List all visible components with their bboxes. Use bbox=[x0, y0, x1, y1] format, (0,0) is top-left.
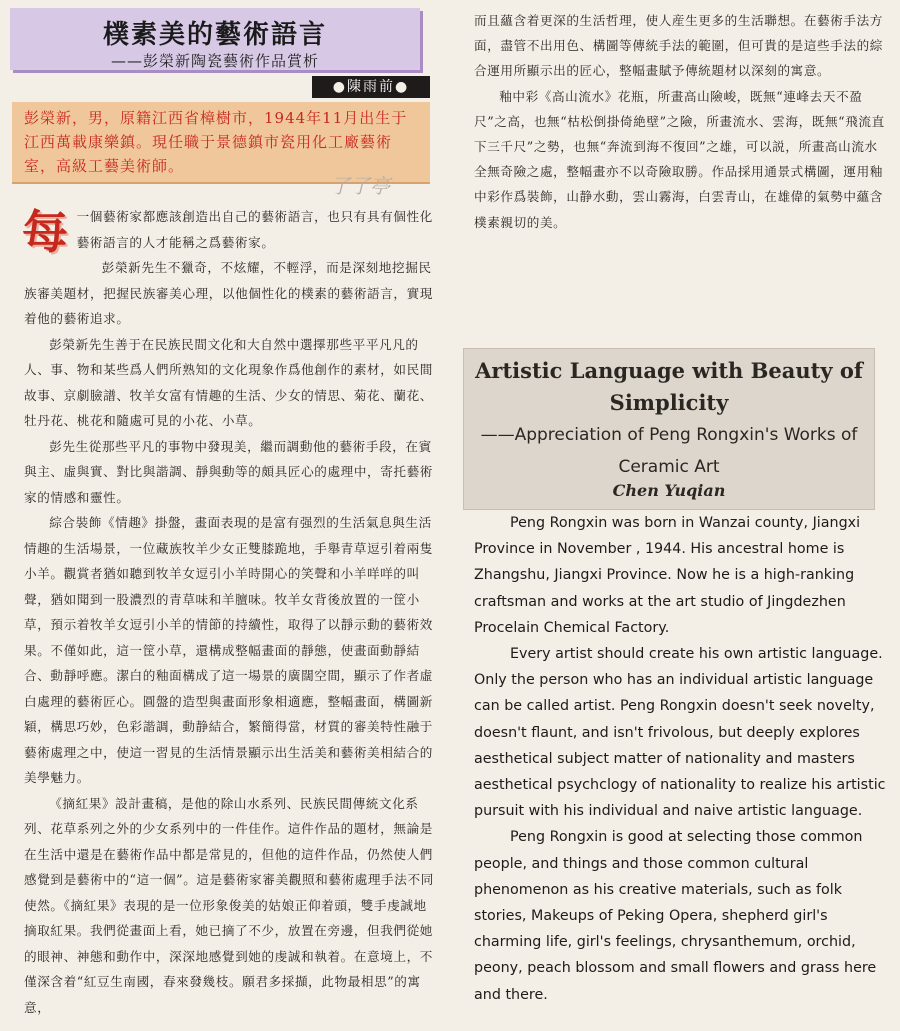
watermark: 了了亭 bbox=[330, 174, 390, 198]
author-name: 陳雨前 bbox=[347, 79, 395, 95]
chinese-body-left bbox=[24, 204, 434, 1020]
paragraph: 釉中彩《高山流水》花瓶，所畫高山險峻，既無“連峰去天不盈尺”之高，也無“枯松倒掛倚絶壁”之險，所畫流水、雲海，既無“飛流直下三千尺”之勢，也無“奔流到海不復回”之雄，可以説，所畫高山流水全無奇險之處，整幅畫亦不以奇險取勝。作品採用通景式構圖，運用釉中彩作爲裝飾，山静水動，雲山霧海，白雲青山，在雄偉的氣勢中蘊含樸素親切的美。 bbox=[474, 88, 885, 230]
bio-text: 彭榮新，男，原籍江西省樟樹市，1944年11月出生于江西萬載康樂鎮。現任職于景德鎮市瓷用化工廠藝術室，高級工藝美術師。 bbox=[24, 109, 408, 175]
paragraph: 每一個藝術家都應該創造出自己的藝術語言，也只有具有個性化藝術語言的人才能稱之爲藝術家。 bbox=[22, 205, 433, 259]
paragraph: 而且蘊含着更深的生活哲理，使人産生更多的生活聯想。在藝術手法方面，盡管不出用色、構圖等傳統手法的範圍，但可貴的是這些手法的綜合運用所顯示出的匠心，整幅畫賦予傳統題材以深刻的寓意。 bbox=[474, 13, 884, 79]
chinese-body-right bbox=[474, 8, 888, 235]
english-subtitle: ——Appreciation of Peng Rongxin's Works of Ceramic Art bbox=[480, 425, 858, 477]
paragraph: 綜合裝飾《情趣》掛盤，畫面表現的是富有强烈的生活氣息與生活情趣的生活場景，一位藏族牧羊少女正雙膝跪地，手舉青草逗引着兩隻小羊。觀賞者猶如聽到牧羊女逗引小羊時開心的笑聲和小羊咩咩的叫聲，猶如聞到一股濃烈的青草味和羊膻味。牧羊女背後放置的一筐小草，預示着牧羊女逗引小羊的情節的持續性，取得了以靜示動的藝術效果。不僅如此，這一筐小草，還構成整幅畫面的靜態，使畫面動靜結合、動靜呼應。潔白的釉面構成了這一場景的廣闊空間，顯示了作者虛白處理的藝術匠心。圓盤的造型與畫面形象相適應，整幅畫面，構圖新穎，構思巧妙，色彩諧調，動静結合，繁簡得當，材質的審美特性融于藝術處理之中，使這一習見的生活情景顯示出生活美和藝術美相結合的美學魅力。 bbox=[24, 515, 434, 785]
paragraph: Peng Rongxin was born in Wanzai county, Jiangxi Province in November , 1944. His ancestral home is Zhangshu, Jiangxi Province. Now he is a high-ranking craftsman and works at the art studio of Jingdezhen Procelain Chemical Factory. bbox=[474, 515, 861, 636]
english-author: Chen Yuqian bbox=[612, 481, 726, 500]
paragraph: 《摘紅果》設計畫稿，是他的除山水系列、民族民間傳統文化系列、花草系列之外的少女系列中的一件佳作。這件作品的題材，無論是在生活中還是在藝術作品中都是常見的，但他的這件作品，仍然使人們感覺到是藝術中的“這一個”。這是藝術家審美觀照和藝術處理手法不同使然。《摘紅果》表現的是一位形象俊美的姑娘正仰着頭，雙手虔誠地摘取紅果。我們從畫面上看，她已摘了不少，放置在旁邊，但我們從她的眼神、神態和動作中，深深地感覺到她的虔誠和執着。在意境上，不僅深含着“紅豆生南國，春來發幾枝。願君多採擷，此物最相思”的寓意， bbox=[24, 795, 434, 1015]
bullet-icon: ● bbox=[332, 79, 347, 95]
article-title: 樸素美的藝術語言 bbox=[102, 20, 327, 50]
english-body bbox=[474, 510, 890, 1008]
paragraph: 彭先生從那些平凡的事物中發現美，繼而調動他的藝術手段，在賓與主、虛與實、對比與諧調、靜與動等的頗具匠心的處理中，寄托藝術家的情感和靈性。 bbox=[24, 438, 434, 505]
paragraph: Every artist should create his own artistic language. Only the person who has an individual artistic language can be called artist. Peng Rongxin doesn't seek novelty, doesn't flaunt, and isn't frivolous, but deeply explores aesthetical subject matter of nationality and masters aesthetical psychclogy of nationality to realize his artistic pursuit with his individual and naive artistic language. bbox=[474, 646, 886, 820]
paragraph: Peng Rongxin is good at selecting those common people, and things and those common cultural phenomenon as his creative materials, such as folk stories, Makeups of Peking Opera, shepherd girl's charming life, girl's feelings, chrysanthemum, orchid, peony, peach blossom and small flowers and grass here and there. bbox=[474, 829, 877, 1003]
author-tag bbox=[312, 76, 430, 98]
paragraph: 彭榮新先生善于在民族民間文化和大自然中選擇那些平平凡凡的人、事、物和某些爲人們所熟知的文化現象作爲他創作的素材，如民間故事、京劇臉譜、牧羊女富有情趣的生活、少女的情思、菊花、蘭花、牡丹花、桃花和隨處可見的小花、小草。 bbox=[24, 336, 434, 428]
article-subtitle: ——彭榮新陶瓷藝術作品賞析 bbox=[110, 52, 319, 70]
paragraph: 彭榮新先生不獵奇，不炫耀，不輕浮，而是深刻地挖掘民族審美題材，把握民族審美心理，以他個性化的樸素的藝術語言，實現着他的藝術追求。 bbox=[24, 260, 434, 326]
english-title: Artistic Language with Beauty of Simplicity bbox=[475, 358, 863, 415]
bullet-icon: ● bbox=[395, 79, 410, 95]
article-title-box bbox=[10, 8, 420, 70]
english-title-box bbox=[463, 348, 875, 510]
drop-cap: 每 bbox=[22, 205, 69, 259]
